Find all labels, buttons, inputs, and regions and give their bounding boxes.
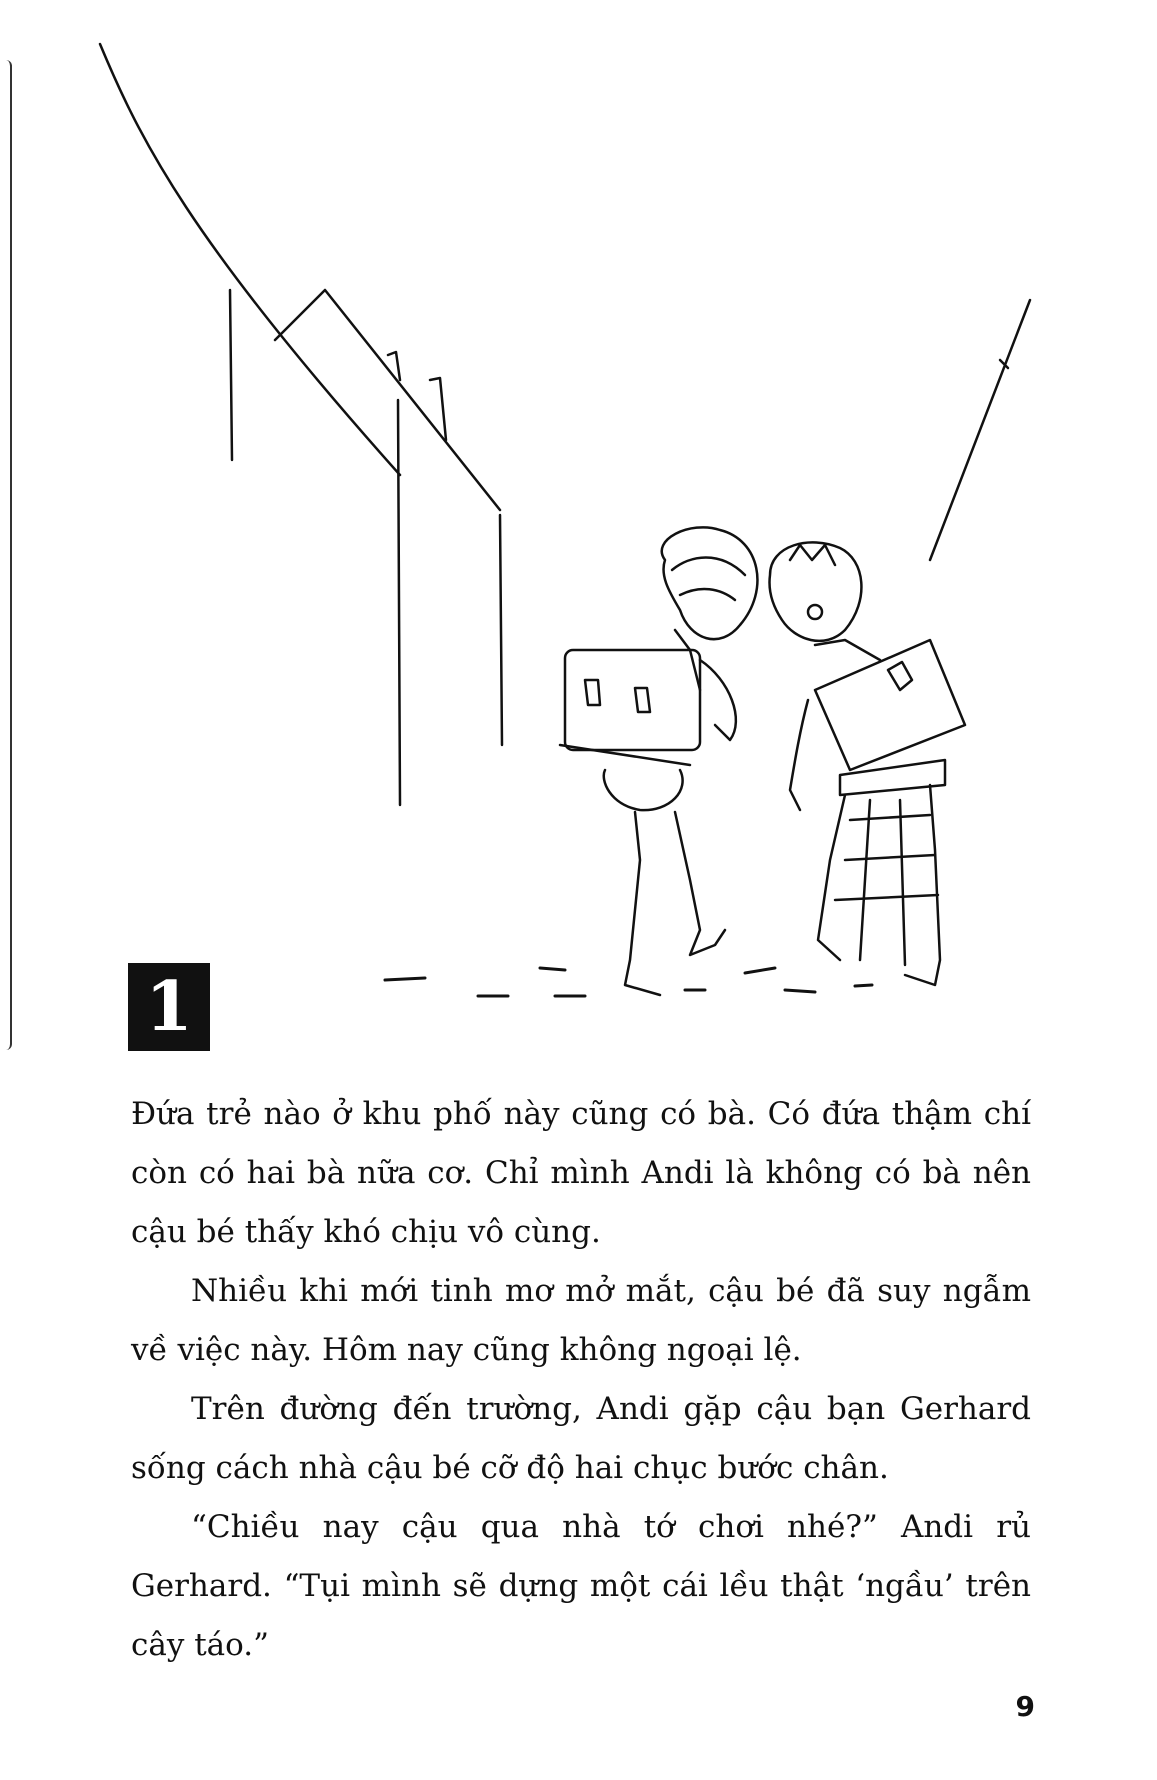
story-text xyxy=(131,1085,1031,1675)
houses-line-drawing xyxy=(100,44,502,805)
paragraph-3: Trên đường đến trường, Andi gặp cậu bạn Gerhard sống cách nhà cậu bé cỡ độ hai chục bước chân. xyxy=(131,1391,1031,1486)
chapter-number-badge xyxy=(128,963,210,1051)
chapter-number: 1 xyxy=(145,967,193,1047)
paragraph-2: Nhiều khi mới tinh mơ mở mắt, cậu bé đã suy ngẫm về việc này. Hôm nay cũng không ngoại lệ. xyxy=(131,1273,1031,1368)
left-boy xyxy=(560,527,757,995)
right-edge-lines xyxy=(930,300,1030,560)
right-boy xyxy=(770,542,966,985)
page-number: 9 xyxy=(1015,1690,1035,1723)
paragraph-1: Đứa trẻ nào ở khu phố này cũng có bà. Có đứa thậm chí còn có hai bà nữa cơ. Chỉ mình Andi là không có bà nên cậu bé thấy khó chịu vô cùng. xyxy=(131,1096,1031,1250)
paragraph-4: “Chiều nay cậu qua nhà tớ chơi nhé?” Andi rủ Gerhard. “Tụi mình sẽ dựng một cái lều thật ‘ngầu’ trên cây táo.” xyxy=(131,1509,1031,1663)
